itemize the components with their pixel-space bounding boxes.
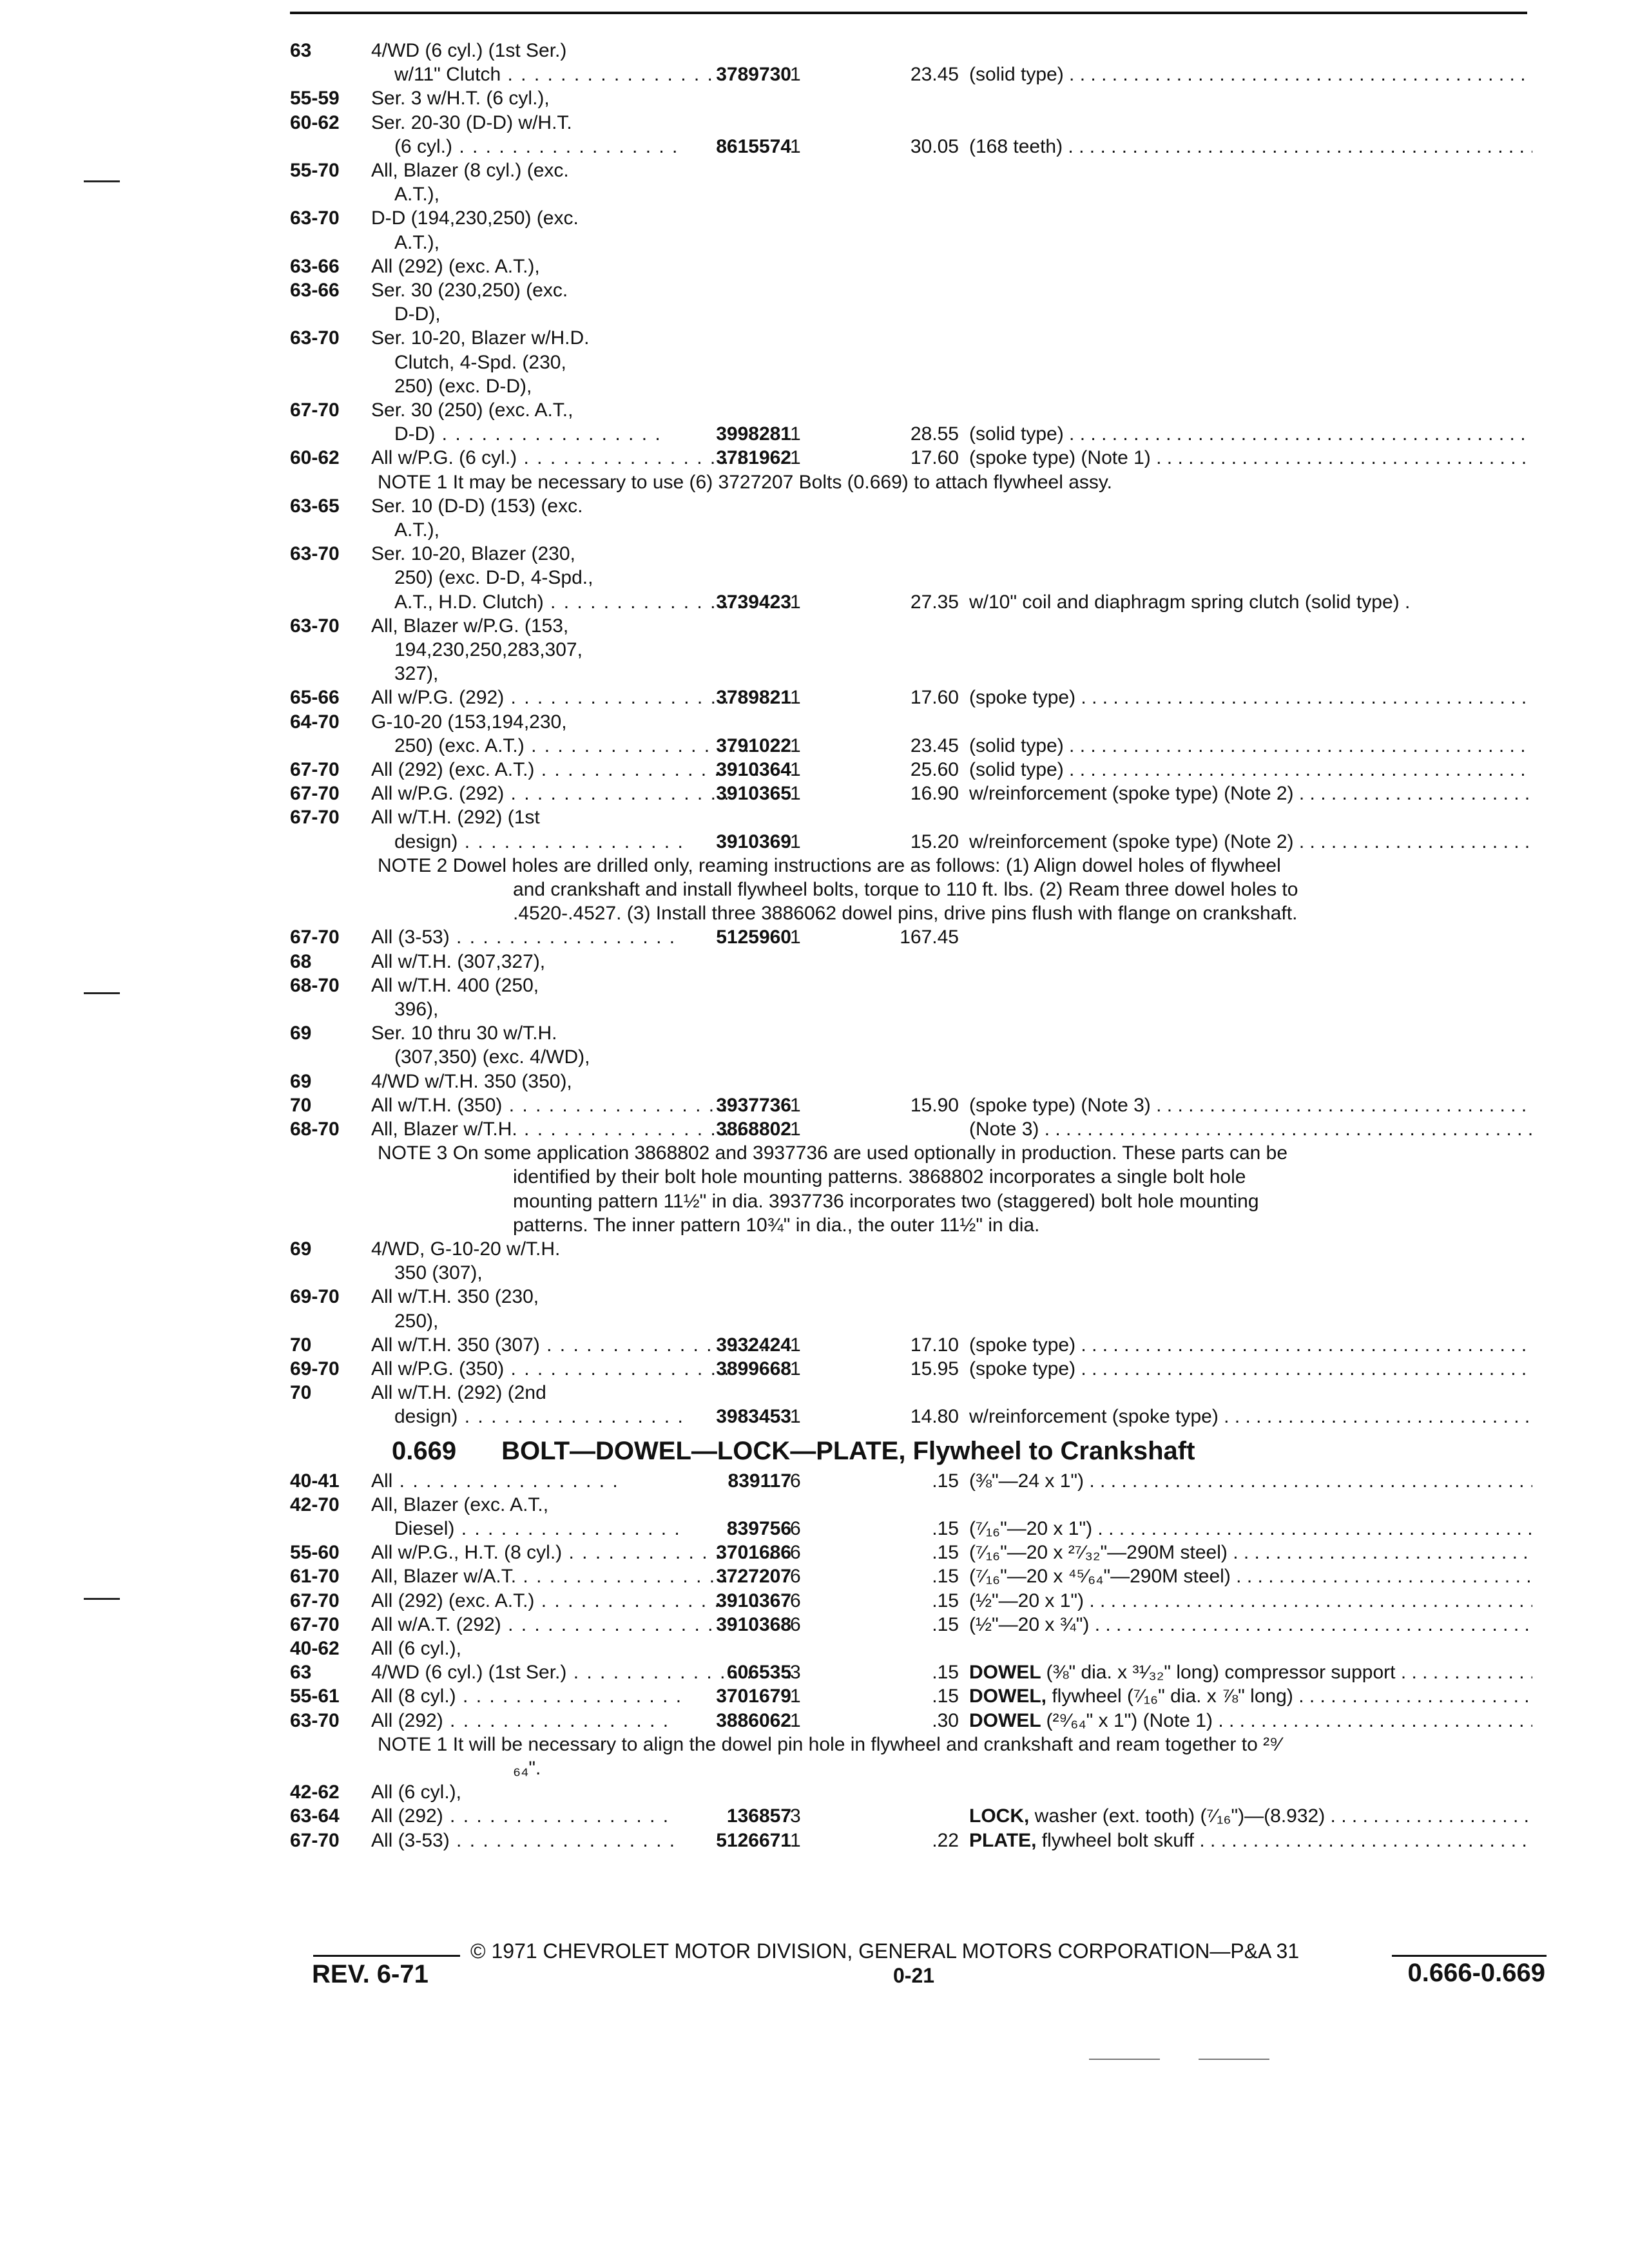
application-text: Ser. 3 w/H.T. (6 cyl.), bbox=[371, 88, 550, 110]
application-text: D-D) . . . bbox=[394, 423, 662, 445]
price: 25.60 bbox=[910, 759, 959, 780]
application-text: All, Blazer w/A.T. . . . bbox=[371, 1566, 742, 1588]
model-years: 67-70 bbox=[290, 1613, 340, 1635]
price: .22 bbox=[932, 1829, 959, 1851]
scan-mark bbox=[1199, 2059, 1269, 2060]
application-text: All (3-53) . . . bbox=[371, 927, 676, 948]
model-years: 63-66 bbox=[290, 255, 340, 277]
quantity: 3 bbox=[790, 1662, 801, 1684]
application-text: All, Blazer (8 cyl.) (exc. bbox=[371, 160, 569, 181]
application-text: (6 cyl.) . . . bbox=[394, 136, 679, 158]
price: 15.90 bbox=[910, 1094, 959, 1116]
application-text: Ser. 10 thru 30 w/T.H. bbox=[371, 1023, 557, 1044]
application-text: 4/WD, G-10-20 w/T.H. bbox=[371, 1238, 561, 1260]
part-number: 3998281 bbox=[716, 423, 791, 445]
model-years: 63-70 bbox=[290, 1709, 340, 1731]
model-years: 69-70 bbox=[290, 1358, 340, 1379]
part-description: w/reinforcement (spoke type) (Note 2) . . . bbox=[969, 831, 1532, 853]
section-heading bbox=[392, 1437, 1195, 1466]
application-text: All (8 cyl.) . . . bbox=[371, 1686, 682, 1707]
part-number: 3789730 bbox=[716, 64, 791, 86]
part-description: (solid type) . . . bbox=[969, 64, 1532, 86]
price: .15 bbox=[932, 1566, 959, 1588]
part-number: 5126671 bbox=[716, 1829, 791, 1851]
model-years: 55-59 bbox=[290, 88, 340, 110]
note-text: NOTE 1 It may be necessary to use (6) 3727207 Bolts (0.669) to attach flywheel assy. bbox=[378, 471, 1112, 493]
scan-mark bbox=[1089, 2059, 1160, 2060]
part-number: 3701686 bbox=[716, 1542, 791, 1564]
model-years: 63-66 bbox=[290, 280, 340, 301]
model-years: 63-70 bbox=[290, 207, 340, 229]
part-description: (solid type) . . . bbox=[969, 423, 1532, 445]
application-text: 250) (exc. A.T.) . . . bbox=[394, 735, 751, 757]
application-text: Ser. 10 (D-D) (153) (exc. bbox=[371, 495, 583, 517]
model-years: 67-70 bbox=[290, 807, 340, 829]
price: .15 bbox=[932, 1470, 959, 1492]
note-text: identified by their bolt hole mounting patterns. 3868802 incorporates a single bolt hole bbox=[513, 1166, 1246, 1188]
part-description: (⁷⁄₁₆"—20 x ⁴⁵⁄₆₄"—290M steel) . . . bbox=[969, 1566, 1532, 1588]
price: 15.95 bbox=[910, 1358, 959, 1379]
application-text: All w/P.G., H.T. (8 cyl.) . . . bbox=[371, 1542, 789, 1564]
footer-revision: REV. 6-71 bbox=[312, 1960, 429, 1988]
model-years: 55-61 bbox=[290, 1686, 340, 1707]
model-years: 69 bbox=[290, 1238, 312, 1260]
part-number: 3932424 bbox=[716, 1334, 791, 1356]
application-text: 250) (exc. D-D), bbox=[394, 375, 532, 397]
part-number: 3910367 bbox=[716, 1590, 791, 1611]
application-text: All w/P.G. (292) . . . bbox=[371, 783, 731, 805]
note-text: .4520-.4527. (3) Install three 3886062 dowel pins, drive pins flush with flange on crankshaft. bbox=[513, 903, 1298, 925]
note-text: patterns. The inner pattern 10¾" in dia., the outer 11½" in dia. bbox=[513, 1214, 1040, 1236]
quantity: 1 bbox=[790, 927, 801, 948]
application-text: All w/T.H. 350 (307) . . . bbox=[371, 1334, 766, 1356]
model-years: 55-70 bbox=[290, 160, 340, 181]
application-text: 396), bbox=[394, 999, 439, 1020]
part-description: w/reinforcement (spoke type) . . . bbox=[969, 1406, 1532, 1428]
model-years: 40-41 bbox=[290, 1470, 340, 1492]
part-number: 3789821 bbox=[716, 687, 791, 709]
application-text: w/11" Clutch . . . bbox=[394, 64, 728, 86]
part-number: 5125960 bbox=[716, 927, 791, 948]
quantity: 6 bbox=[790, 1542, 801, 1564]
price: 27.35 bbox=[910, 591, 959, 613]
part-description: (168 teeth) . . . bbox=[969, 136, 1532, 158]
quantity: 1 bbox=[790, 423, 801, 445]
part-number: 136857 bbox=[726, 1805, 791, 1827]
note-text: NOTE 2 Dowel holes are drilled only, reaming instructions are as follows: (1) Align dowel holes of flywheel bbox=[378, 854, 1281, 876]
price: .15 bbox=[932, 1613, 959, 1635]
model-years: 60-62 bbox=[290, 447, 340, 469]
quantity: 1 bbox=[790, 1829, 801, 1851]
application-text: Ser. 10-20, Blazer w/H.D. bbox=[371, 327, 590, 349]
model-years: 63-70 bbox=[290, 543, 340, 565]
part-description: (solid type) . . . bbox=[969, 759, 1532, 781]
application-text: Ser. 30 (230,250) (exc. bbox=[371, 280, 568, 301]
part-description: (⁷⁄₁₆"—20 x ²⁷⁄₃₂"—290M steel) . . . bbox=[969, 1542, 1532, 1564]
quantity: 1 bbox=[790, 135, 801, 157]
application-text: All (292) (exc. A.T.) . . . bbox=[371, 1590, 761, 1612]
quantity: 1 bbox=[790, 447, 801, 469]
note-text: NOTE 3 On some application 3868802 and 3937736 are used optionally in production. These parts can be bbox=[378, 1142, 1288, 1164]
part-description: w/10" coil and diaphragm spring clutch (solid type) . bbox=[969, 591, 1411, 613]
part-number: 3983453 bbox=[716, 1406, 791, 1428]
application-text: All w/T.H. (307,327), bbox=[371, 950, 546, 972]
part-description: (Note 3) . . . bbox=[969, 1119, 1532, 1140]
application-text: All, Blazer (exc. A.T., bbox=[371, 1494, 549, 1515]
top-rule bbox=[290, 12, 1527, 14]
application-text: A.T., H.D. Clutch) . . . bbox=[394, 591, 770, 613]
part-number: 3937736 bbox=[716, 1094, 791, 1116]
model-years: 42-62 bbox=[290, 1782, 340, 1803]
price: .15 bbox=[932, 1542, 959, 1564]
model-years: 63 bbox=[290, 40, 312, 61]
part-description: (spoke type) (Note 3) . . . bbox=[969, 1095, 1532, 1117]
application-text: A.T.), bbox=[394, 231, 440, 253]
part-description: (⅜"—24 x 1") . . . bbox=[969, 1470, 1532, 1492]
price: .15 bbox=[932, 1590, 959, 1611]
model-years: 69-70 bbox=[290, 1286, 340, 1308]
part-number: 606535 bbox=[726, 1662, 791, 1684]
part-number: 3910365 bbox=[716, 783, 791, 805]
part-description: (spoke type) . . . bbox=[969, 1334, 1532, 1356]
model-years: 70 bbox=[290, 1334, 312, 1356]
model-years: 64-70 bbox=[290, 711, 340, 733]
model-years: 63-65 bbox=[290, 495, 340, 517]
application-text: All, Blazer w/T.H. . . . bbox=[371, 1119, 744, 1140]
model-years: 42-70 bbox=[290, 1494, 340, 1515]
price: 30.05 bbox=[910, 135, 959, 157]
application-text: Ser. 10-20, Blazer (230, bbox=[371, 543, 575, 565]
application-text: A.T.), bbox=[394, 184, 440, 206]
application-text: All w/T.H. 350 (230, bbox=[371, 1286, 539, 1308]
application-text: All w/T.H. (292) (2nd bbox=[371, 1382, 546, 1404]
quantity: 6 bbox=[790, 1566, 801, 1588]
quantity: 1 bbox=[790, 1406, 801, 1428]
quantity: 6 bbox=[790, 1613, 801, 1635]
model-years: 67-70 bbox=[290, 1590, 340, 1611]
part-description: (½"—20 x 1") . . . bbox=[969, 1590, 1532, 1612]
model-years: 67-70 bbox=[290, 1829, 340, 1851]
footer-section-range: 0.666-0.669 bbox=[1407, 1959, 1545, 1987]
model-years: 67-70 bbox=[290, 399, 340, 421]
application-text: 4/WD (6 cyl.) (1st Ser.) bbox=[371, 40, 567, 61]
application-text: Ser. 20-30 (D-D) w/H.T. bbox=[371, 111, 572, 133]
footer-copyright: © 1971 CHEVROLET MOTOR DIVISION, GENERAL MOTORS CORPORATION—P&A 31 bbox=[470, 1939, 1300, 1963]
margin-mark bbox=[84, 1598, 120, 1600]
application-text: 250), bbox=[394, 1310, 439, 1332]
model-years: 68-70 bbox=[290, 974, 340, 996]
quantity: 6 bbox=[790, 1590, 801, 1611]
part-description: (spoke type) . . . bbox=[969, 687, 1532, 709]
model-years: 69 bbox=[290, 1070, 312, 1092]
part-name: DOWEL bbox=[969, 1662, 1046, 1684]
application-text: D-D (194,230,250) (exc. bbox=[371, 207, 579, 229]
model-years: 69 bbox=[290, 1023, 312, 1044]
model-years: 67-70 bbox=[290, 927, 340, 948]
margin-mark bbox=[84, 180, 120, 182]
part-number: 3727207 bbox=[716, 1566, 791, 1588]
section-number: 0.669 bbox=[392, 1436, 457, 1465]
quantity: 1 bbox=[790, 735, 801, 756]
footer-rule-left bbox=[313, 1955, 460, 1957]
price: 23.45 bbox=[910, 64, 959, 86]
part-name: PLATE, bbox=[969, 1829, 1042, 1851]
part-number: 3701679 bbox=[716, 1686, 791, 1707]
part-name: LOCK, bbox=[969, 1805, 1035, 1827]
application-text: All (292) (exc. A.T.) . . . bbox=[371, 759, 761, 781]
application-text: All . . . bbox=[371, 1470, 619, 1492]
application-text: All w/A.T. (292) . . . bbox=[371, 1614, 728, 1636]
model-years: 68-70 bbox=[290, 1119, 340, 1140]
part-description: DOWEL (²⁹⁄₆₄" x 1") (Note 1) . . . bbox=[969, 1710, 1532, 1732]
quantity: 6 bbox=[790, 1470, 801, 1492]
quantity: 1 bbox=[790, 759, 801, 780]
price: 17.60 bbox=[910, 687, 959, 709]
note-text: ₆₄". bbox=[513, 1758, 541, 1779]
part-number: 8615574 bbox=[716, 135, 791, 157]
quantity: 1 bbox=[790, 1119, 801, 1140]
application-text: All (292) (exc. A.T.), bbox=[371, 255, 540, 277]
price: .30 bbox=[932, 1709, 959, 1731]
part-number: 3781962 bbox=[716, 447, 791, 469]
application-text: All, Blazer w/P.G. (153, bbox=[371, 615, 569, 637]
part-description: DOWEL, flywheel (⁷⁄₁₆" dia. x ⅞" long) . . . bbox=[969, 1686, 1532, 1707]
model-years: 63 bbox=[290, 1662, 312, 1684]
quantity: 1 bbox=[790, 591, 801, 613]
model-years: 55-60 bbox=[290, 1542, 340, 1564]
part-number: 3910364 bbox=[716, 759, 791, 780]
price: .15 bbox=[932, 1518, 959, 1539]
model-years: 60-62 bbox=[290, 111, 340, 133]
model-years: 68 bbox=[290, 950, 312, 972]
part-number: 3910368 bbox=[716, 1613, 791, 1635]
price: .15 bbox=[932, 1686, 959, 1707]
quantity: 1 bbox=[790, 783, 801, 805]
quantity: 1 bbox=[790, 64, 801, 86]
part-description: (spoke type) . . . bbox=[969, 1358, 1532, 1380]
part-number: 3910369 bbox=[716, 831, 791, 852]
quantity: 1 bbox=[790, 687, 801, 709]
application-text: Ser. 30 (250) (exc. A.T., bbox=[371, 399, 574, 421]
part-number: 3791022 bbox=[716, 735, 791, 756]
model-years: 63-64 bbox=[290, 1805, 340, 1827]
application-text: All (3-53) . . . bbox=[371, 1830, 676, 1852]
application-text: 327), bbox=[394, 663, 439, 685]
model-years: 70 bbox=[290, 1382, 312, 1404]
model-years: 67-70 bbox=[290, 759, 340, 780]
part-description: (½"—20 x ¾") . . . bbox=[969, 1614, 1532, 1636]
price: 23.45 bbox=[910, 735, 959, 756]
part-description: DOWEL (⅜" dia. x ³¹⁄₃₂" long) compressor support . . . bbox=[969, 1662, 1532, 1684]
quantity: 1 bbox=[790, 1094, 801, 1116]
part-description: (spoke type) (Note 1) . . . bbox=[969, 447, 1532, 469]
part-number: 3739423 bbox=[716, 591, 791, 613]
price: 14.80 bbox=[910, 1406, 959, 1428]
model-years: 70 bbox=[290, 1094, 312, 1116]
application-text: 350 (307), bbox=[394, 1262, 483, 1284]
part-number: 3886062 bbox=[716, 1709, 791, 1731]
part-description: (solid type) . . . bbox=[969, 735, 1532, 757]
note-text: NOTE 1 It will be necessary to align the dowel pin hole in flywheel and crankshaft and ream together to ²⁹⁄ bbox=[378, 1733, 1281, 1755]
quantity: 1 bbox=[790, 1334, 801, 1356]
application-text: 250) (exc. D-D, 4-Spd., bbox=[394, 567, 593, 589]
part-description: w/reinforcement (spoke type) (Note 2) . . . bbox=[969, 783, 1532, 805]
application-text: A.T.), bbox=[394, 519, 440, 541]
part-number: 3868802 bbox=[716, 1119, 791, 1140]
application-text: All w/P.G. (350) . . . bbox=[371, 1358, 731, 1380]
note-text: mounting pattern 11½" in dia. 3937736 incorporates two (staggered) bolt hole mounting bbox=[513, 1190, 1259, 1212]
price: .15 bbox=[932, 1662, 959, 1684]
model-years: 63-70 bbox=[290, 615, 340, 637]
part-description: LOCK, washer (ext. tooth) (⁷⁄₁₆")—(8.932) . . . bbox=[969, 1805, 1532, 1827]
quantity: 6 bbox=[790, 1518, 801, 1539]
price: 28.55 bbox=[910, 423, 959, 445]
application-text: All (292) . . . bbox=[371, 1710, 670, 1732]
application-text: All w/T.H. (350) . . . bbox=[371, 1095, 729, 1117]
application-text: All (6 cyl.), bbox=[371, 1782, 462, 1803]
part-description: (⁷⁄₁₆"—20 x 1") . . . bbox=[969, 1518, 1532, 1540]
application-text: All (292) . . . bbox=[371, 1805, 670, 1827]
application-text: Clutch, 4-Spd. (230, bbox=[394, 351, 566, 373]
application-text: All w/P.G. (292) . . . bbox=[371, 687, 731, 709]
application-text: Diesel) . . . bbox=[394, 1518, 681, 1540]
application-text: All w/T.H. 400 (250, bbox=[371, 974, 539, 996]
application-text: 194,230,250,283,307, bbox=[394, 639, 583, 660]
model-years: 63-70 bbox=[290, 327, 340, 349]
model-years: 67-70 bbox=[290, 783, 340, 805]
application-text: D-D), bbox=[394, 303, 441, 325]
model-years: 40-62 bbox=[290, 1638, 340, 1659]
part-name: DOWEL, bbox=[969, 1686, 1052, 1707]
quantity: 1 bbox=[790, 1686, 801, 1707]
application-text: G-10-20 (153,194,230, bbox=[371, 711, 567, 733]
application-text: 4/WD w/T.H. 350 (350), bbox=[371, 1070, 572, 1092]
model-years: 61-70 bbox=[290, 1566, 340, 1588]
application-text: 4/WD (6 cyl.) (1st Ser.) . . . bbox=[371, 1662, 793, 1684]
price: 15.20 bbox=[910, 831, 959, 852]
footer-page-number: 0-21 bbox=[893, 1964, 935, 1987]
footer-rule-right bbox=[1392, 1955, 1547, 1957]
part-number: 839117 bbox=[728, 1470, 791, 1492]
section-title: BOLT—DOWEL—LOCK—PLATE, Flywheel to Crankshaft bbox=[501, 1436, 1195, 1465]
price: 17.60 bbox=[910, 447, 959, 469]
application-text: All (6 cyl.), bbox=[371, 1638, 462, 1659]
application-text: design) . . . bbox=[394, 831, 684, 853]
model-years: 65-66 bbox=[290, 687, 340, 709]
application-text: All w/T.H. (292) (1st bbox=[371, 807, 540, 829]
price: 167.45 bbox=[900, 927, 959, 948]
price: 17.10 bbox=[910, 1334, 959, 1356]
quantity: 1 bbox=[790, 1709, 801, 1731]
part-number: 3899668 bbox=[716, 1358, 791, 1379]
price: 16.90 bbox=[910, 783, 959, 805]
application-text: design) . . . bbox=[394, 1406, 684, 1428]
quantity: 3 bbox=[790, 1805, 801, 1827]
part-name: DOWEL bbox=[969, 1709, 1046, 1731]
application-text: All w/P.G. (6 cyl.) . . . bbox=[371, 447, 744, 469]
application-text: (307,350) (exc. 4/WD), bbox=[394, 1046, 590, 1068]
quantity: 1 bbox=[790, 1358, 801, 1379]
part-number: 839756 bbox=[726, 1518, 791, 1539]
margin-mark bbox=[84, 992, 120, 994]
quantity: 1 bbox=[790, 831, 801, 852]
note-text: and crankshaft and install flywheel bolts, torque to 110 ft. lbs. (2) Ream three dowel holes to bbox=[513, 879, 1298, 900]
part-description: PLATE, flywheel bolt skuff . . . bbox=[969, 1830, 1532, 1852]
